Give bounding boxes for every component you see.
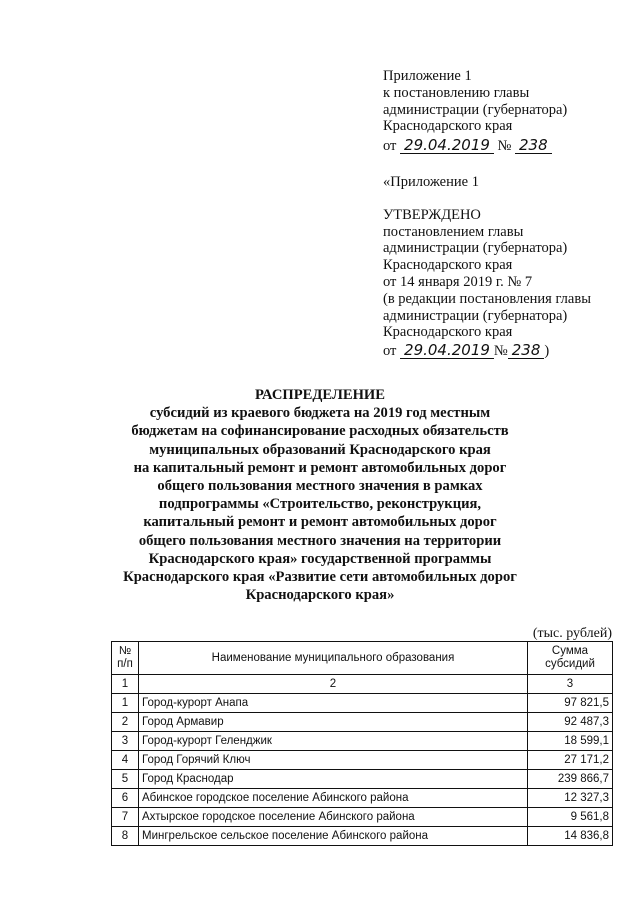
approval-line: УТВЕРЖДЕНО — [383, 206, 481, 223]
header-num: № п/п — [112, 642, 139, 675]
table-row — [112, 770, 613, 789]
title-line: общего пользования местного значения на территории — [138, 532, 502, 549]
title-line: на капитальный ремонт и ремонт автомобильных дорог — [133, 459, 507, 476]
date-prefix: от — [383, 343, 397, 360]
appendix-line: Приложение 1 — [383, 68, 472, 84]
number-sign: № — [493, 343, 508, 360]
document-title — [0, 386, 640, 604]
row-name: Город-курорт Геленджик — [139, 732, 528, 751]
row-num: 8 — [112, 827, 139, 846]
title-line: Краснодарского края» — [245, 587, 395, 604]
table-row — [112, 827, 613, 846]
row-name: Ахтырское городское поселение Абинского района — [139, 808, 528, 827]
row-name: Город Горячий Ключ — [139, 751, 528, 770]
header-name: Наименование муниципального образования — [139, 642, 528, 675]
handwritten-date: 29.04.2019 — [400, 343, 494, 359]
row-sum: 9 561,8 — [528, 808, 613, 827]
row-name: Город Армавир — [139, 713, 528, 732]
title-line: общего пользования местного значения в рамках — [157, 478, 483, 495]
header-sum: Сумма субсидий — [528, 642, 613, 675]
index-cell: 1 — [112, 675, 139, 694]
approval-line: Краснодарского края — [383, 324, 513, 341]
title-line: бюджетам на софинансирование расходных обязательств — [131, 423, 509, 440]
row-sum: 12 327,3 — [528, 789, 613, 808]
title-line: РАСПРЕДЕЛЕНИЕ — [254, 387, 386, 403]
row-name: Мингрельское сельское поселение Абинского района — [139, 827, 528, 846]
row-num: 3 — [112, 732, 139, 751]
table-row — [112, 713, 613, 732]
date-prefix: от — [383, 138, 397, 155]
row-sum: 27 171,2 — [528, 751, 613, 770]
table-row — [112, 789, 613, 808]
table-index-row — [112, 675, 613, 694]
subsidy-table — [111, 641, 613, 846]
approval-spacer — [383, 191, 591, 207]
number-sign: № — [497, 138, 512, 155]
row-num: 4 — [112, 751, 139, 770]
title-line: Краснодарского края «Развитие сети автомобильных дорог — [123, 569, 517, 586]
closing-paren: ) — [544, 343, 550, 360]
index-cell: 3 — [528, 675, 613, 694]
row-sum: 239 866,7 — [528, 770, 613, 789]
handwritten-number: 238 — [515, 138, 552, 154]
approval-line: (в редакции постановления главы — [383, 290, 591, 307]
row-num: 5 — [112, 770, 139, 789]
row-name: Город-курорт Анапа — [139, 694, 528, 713]
table-row — [112, 808, 613, 827]
title-line: Краснодарского края» государственной программы — [148, 550, 492, 567]
title-line: подпрограммы «Строительство, реконструкция, — [158, 496, 482, 513]
handwritten-number: 238 — [508, 343, 545, 359]
row-num: 6 — [112, 789, 139, 808]
row-sum: 92 487,3 — [528, 713, 613, 732]
approval-line: от 14 января 2019 г. № 7 — [383, 273, 533, 290]
approval-line: Краснодарского края — [383, 257, 513, 274]
row-sum: 14 836,8 — [528, 827, 613, 846]
row-num: 2 — [112, 713, 139, 732]
handwritten-date: 29.04.2019 — [400, 138, 494, 154]
title-line: субсидий из краевого бюджета на 2019 год местным — [149, 405, 491, 422]
row-num: 1 — [112, 694, 139, 713]
table-row — [112, 751, 613, 770]
title-line: капитальный ремонт и ремонт автомобильных дорог — [143, 514, 497, 531]
units-label: (тыс. рублей) — [532, 626, 612, 641]
row-num: 7 — [112, 808, 139, 827]
appendix-line: к постановлению главы — [383, 84, 530, 101]
table-header-row — [112, 642, 613, 675]
index-cell: 2 — [139, 675, 528, 694]
row-name: Абинское городское поселение Абинского района — [139, 789, 528, 808]
row-sum: 97 821,5 — [528, 694, 613, 713]
approval-block — [383, 174, 591, 360]
row-sum: 18 599,1 — [528, 732, 613, 751]
table-row — [112, 694, 613, 713]
appendix-date-line — [383, 138, 567, 155]
approval-line: «Приложение 1 — [383, 174, 479, 190]
approval-line: постановлением главы — [383, 223, 524, 240]
row-name: Город Краснодар — [139, 770, 528, 789]
appendix-line: Краснодарского края — [383, 118, 513, 135]
appendix-header — [383, 68, 567, 155]
table-row — [112, 732, 613, 751]
appendix-line: администрации (губернатора) — [383, 101, 568, 118]
title-line: муниципальных образований Краснодарского края — [149, 441, 491, 458]
approval-line: администрации (губернатора) — [383, 307, 568, 324]
approval-date-line — [383, 343, 591, 360]
approval-line: администрации (губернатора) — [383, 240, 568, 257]
